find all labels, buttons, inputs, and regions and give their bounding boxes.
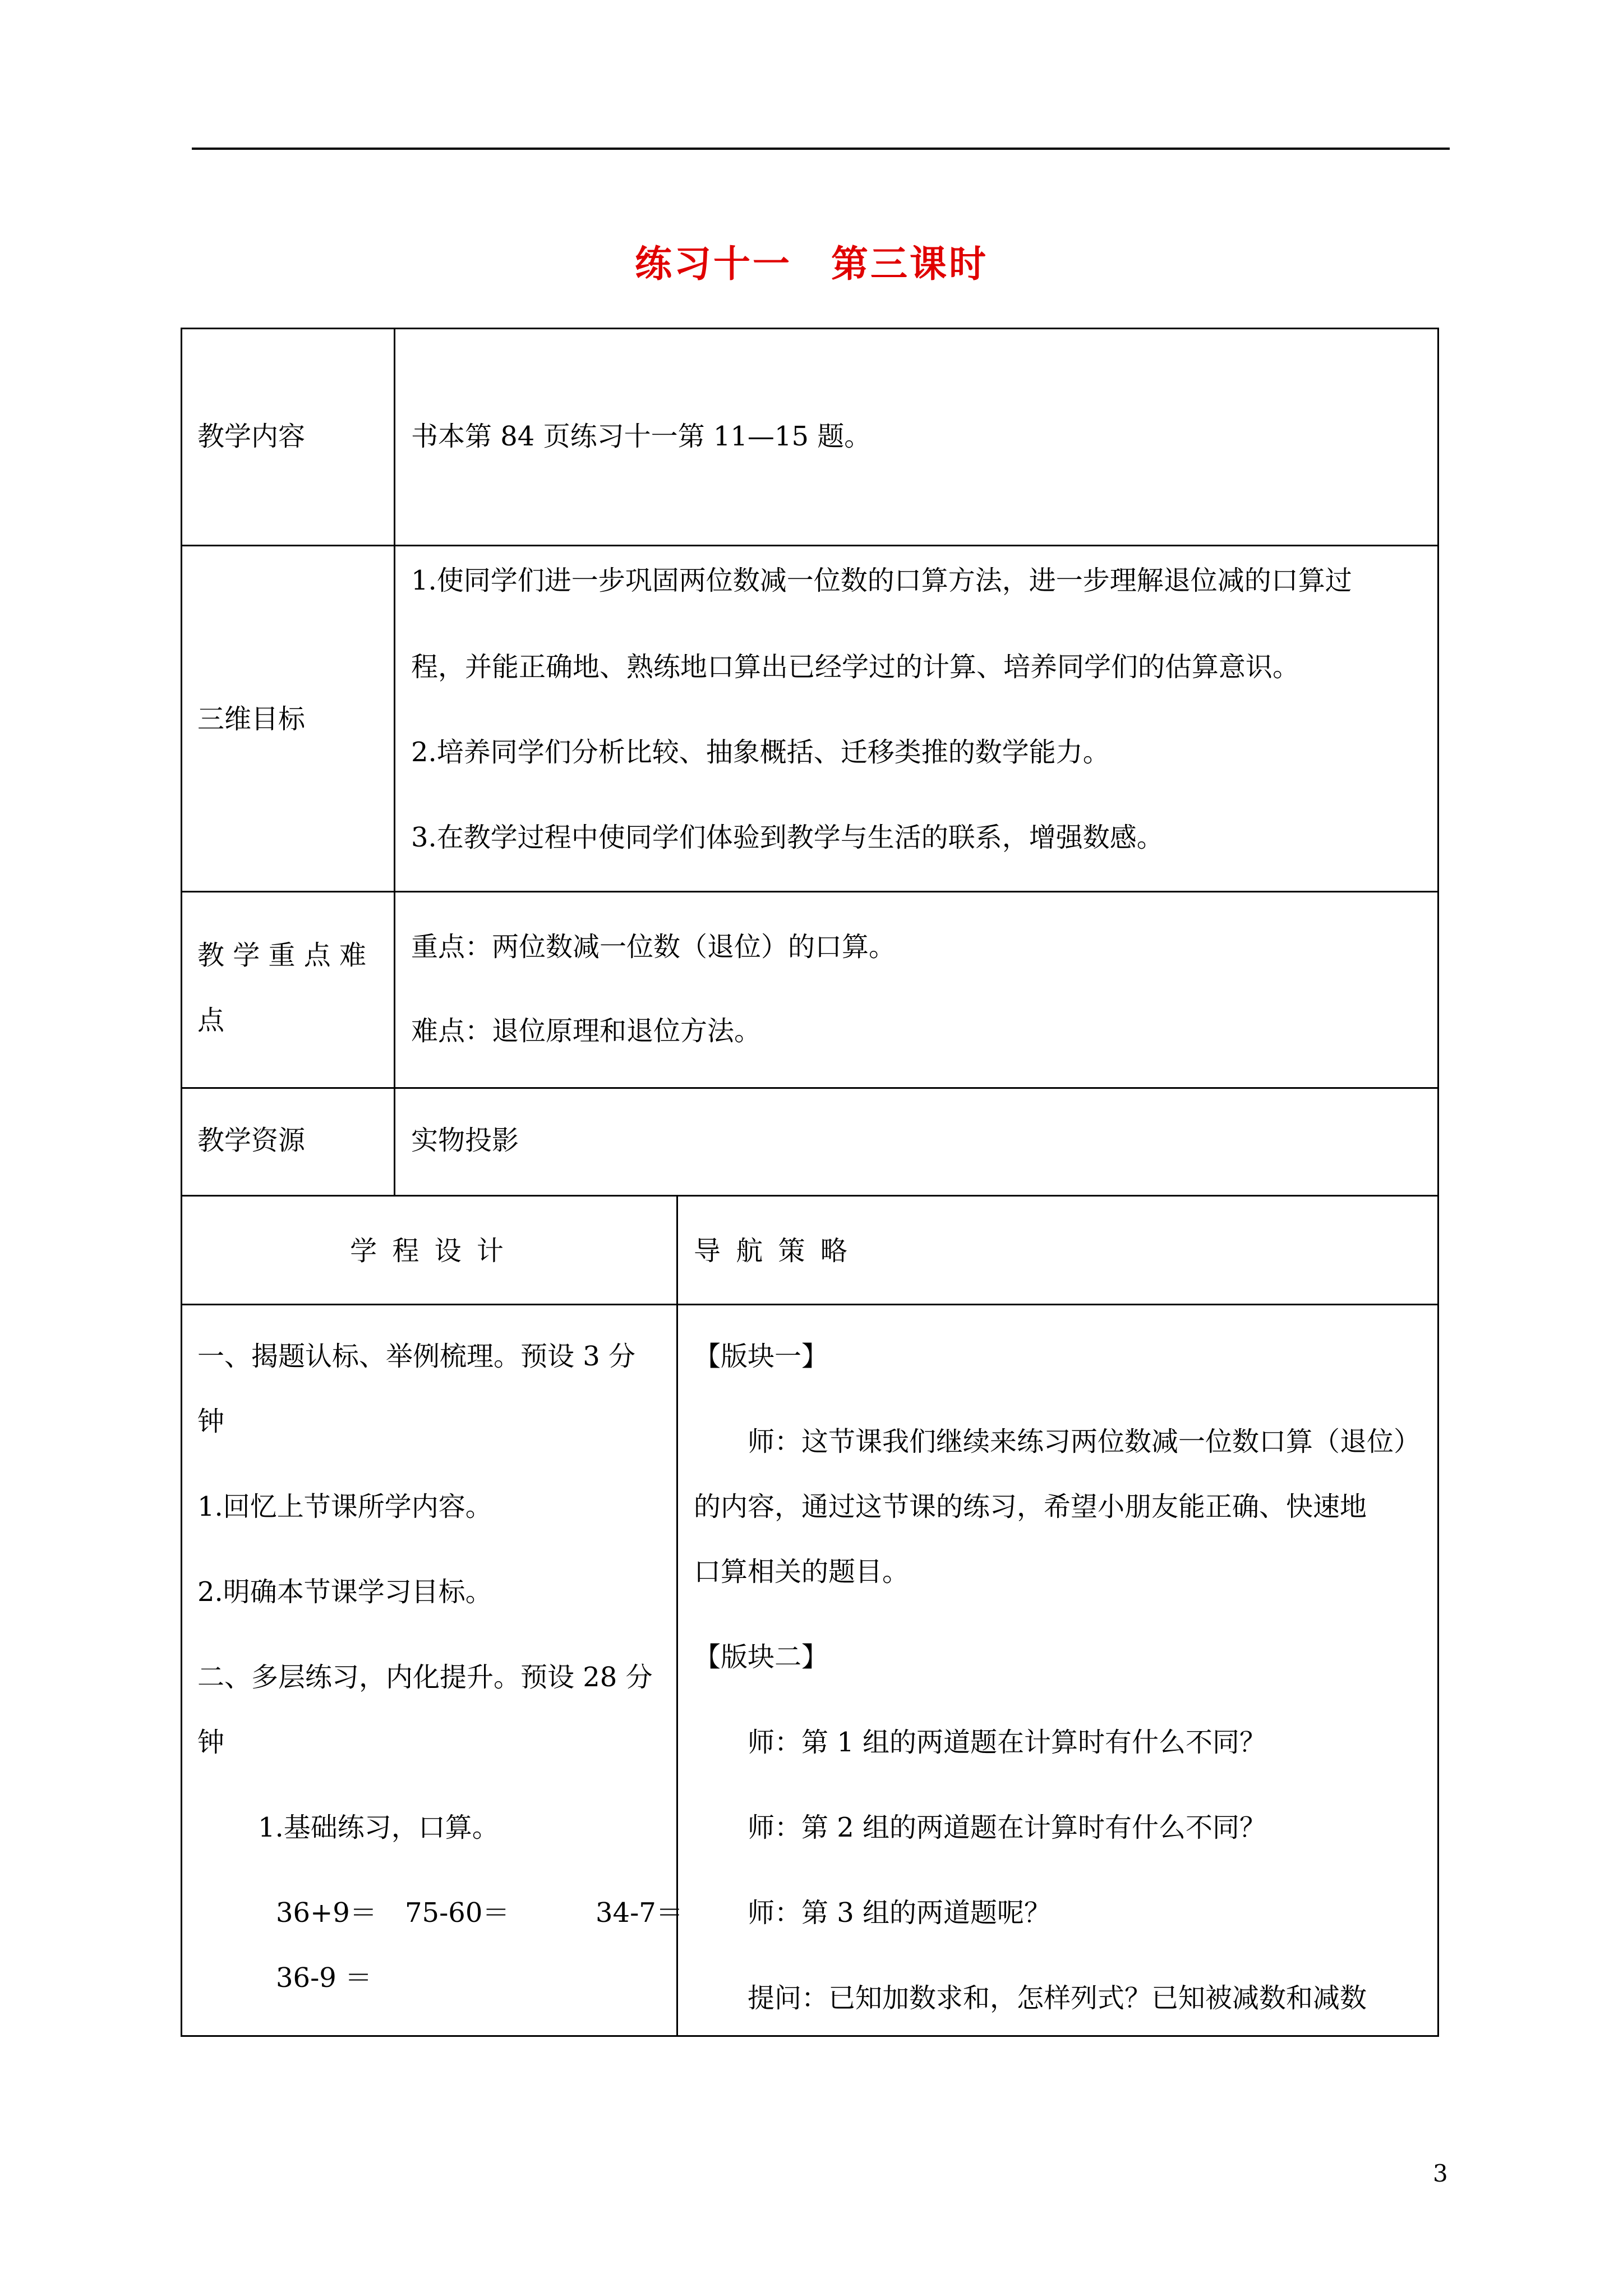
section2-line1: 二、多层练习，内化提升。预设 28 分 xyxy=(197,1662,653,1693)
section1-item1: 1.回忆上节课所学内容。 xyxy=(197,1491,492,1522)
expression: 36-9 ＝ xyxy=(276,1962,372,1994)
section1-item2: 2.明确本节课学习目标。 xyxy=(197,1576,492,1608)
goal-line: 2.培养同学们分析比较、抽象概括、迁移类推的数学能力。 xyxy=(411,737,1110,768)
question-line: 提问：已知加数求和，怎样列式？已知被减数和减数 xyxy=(748,1982,1367,2014)
question-line: 师：第 1 组的两道题在计算时有什么不同？ xyxy=(748,1727,1267,1758)
section2-line2: 钟 xyxy=(197,1727,225,1758)
keypoints-label-line1: 教 学 重 点 难 xyxy=(197,940,367,971)
design-header-left: 学 程 设 计 xyxy=(350,1235,507,1267)
goals-label: 三维目标 xyxy=(197,703,306,735)
keypoints-text xyxy=(395,926,1438,1052)
expression: 34-7＝ xyxy=(596,1897,683,1929)
focus-line: 重点：两位数减一位数（退位）的口算。 xyxy=(411,931,896,963)
goals-text: 1.使同学们进一步巩固两位数减一位数的口算方法，进一步理解退位减的口算过 程，并能正确地、熟练地口算出已经学过的计算、培养同学们的估算意识。 2.培养同学们分析比较、抽象概括、迁移类推的数学能力。 3.在教学过程中使同学们体验到教学与生活的联系，增强数感。 xyxy=(395,581,1438,859)
expression-row xyxy=(197,1892,683,1934)
paragraph-line: 口算相关的题目。 xyxy=(694,1556,910,1588)
title-part1: 练习十一 xyxy=(635,242,792,286)
design-right-column xyxy=(678,1335,1438,2019)
row-divider xyxy=(181,891,1439,892)
title-part2: 第三课时 xyxy=(831,242,988,286)
difficulty-line: 难点：退位原理和退位方法。 xyxy=(411,1015,762,1047)
design-left-column xyxy=(181,1335,683,1999)
page-number: 3 xyxy=(1433,2160,1448,2187)
row-divider xyxy=(181,545,1439,546)
section1-line2: 钟 xyxy=(197,1406,225,1437)
row-divider xyxy=(181,1087,1439,1089)
goal-line: 程，并能正确地、熟练地口算出已经学过的计算、培养同学们的估算意识。 xyxy=(411,651,1300,683)
block2-heading: 【版块二】 xyxy=(694,1641,829,1673)
block1-heading: 【版块一】 xyxy=(694,1341,829,1372)
expression: 36+9＝ xyxy=(276,1897,377,1929)
content-text: 书本第 84 页练习十一第 11—15 题。 xyxy=(411,421,872,452)
keypoints-label-line2: 点 xyxy=(197,1005,225,1036)
basic-practice: 1.基础练习，口算。 xyxy=(258,1812,499,1843)
keypoints-label xyxy=(181,934,394,1042)
header-rule xyxy=(192,148,1450,150)
question-line: 师：第 3 组的两道题呢？ xyxy=(748,1897,1052,1929)
goal-line: 3.在教学过程中使同学们体验到教学与生活的联系，增强数感。 xyxy=(411,822,1164,853)
paragraph-line: 师：这节课我们继续来练习两位数减一位数口算（退位） xyxy=(748,1426,1421,1457)
design-header-right: 导 航 策 略 xyxy=(694,1235,851,1267)
content-label: 教学内容 xyxy=(197,421,306,452)
section1-line1: 一、揭题认标、举例梳理。预设 3 分 xyxy=(197,1341,636,1372)
page-title xyxy=(0,236,1623,292)
question-line: 师：第 2 组的两道题在计算时有什么不同？ xyxy=(748,1812,1267,1843)
resources-label: 教学资源 xyxy=(197,1125,306,1156)
resources-text: 实物投影 xyxy=(411,1125,519,1156)
expression: 75-60＝ xyxy=(405,1897,510,1929)
row-divider xyxy=(181,1195,1439,1197)
row-divider xyxy=(181,1304,1439,1305)
paragraph-line: 的内容，通过这节课的练习，希望小朋友能正确、快速地 xyxy=(694,1491,1367,1522)
teacher-paragraph xyxy=(694,1420,1427,1593)
